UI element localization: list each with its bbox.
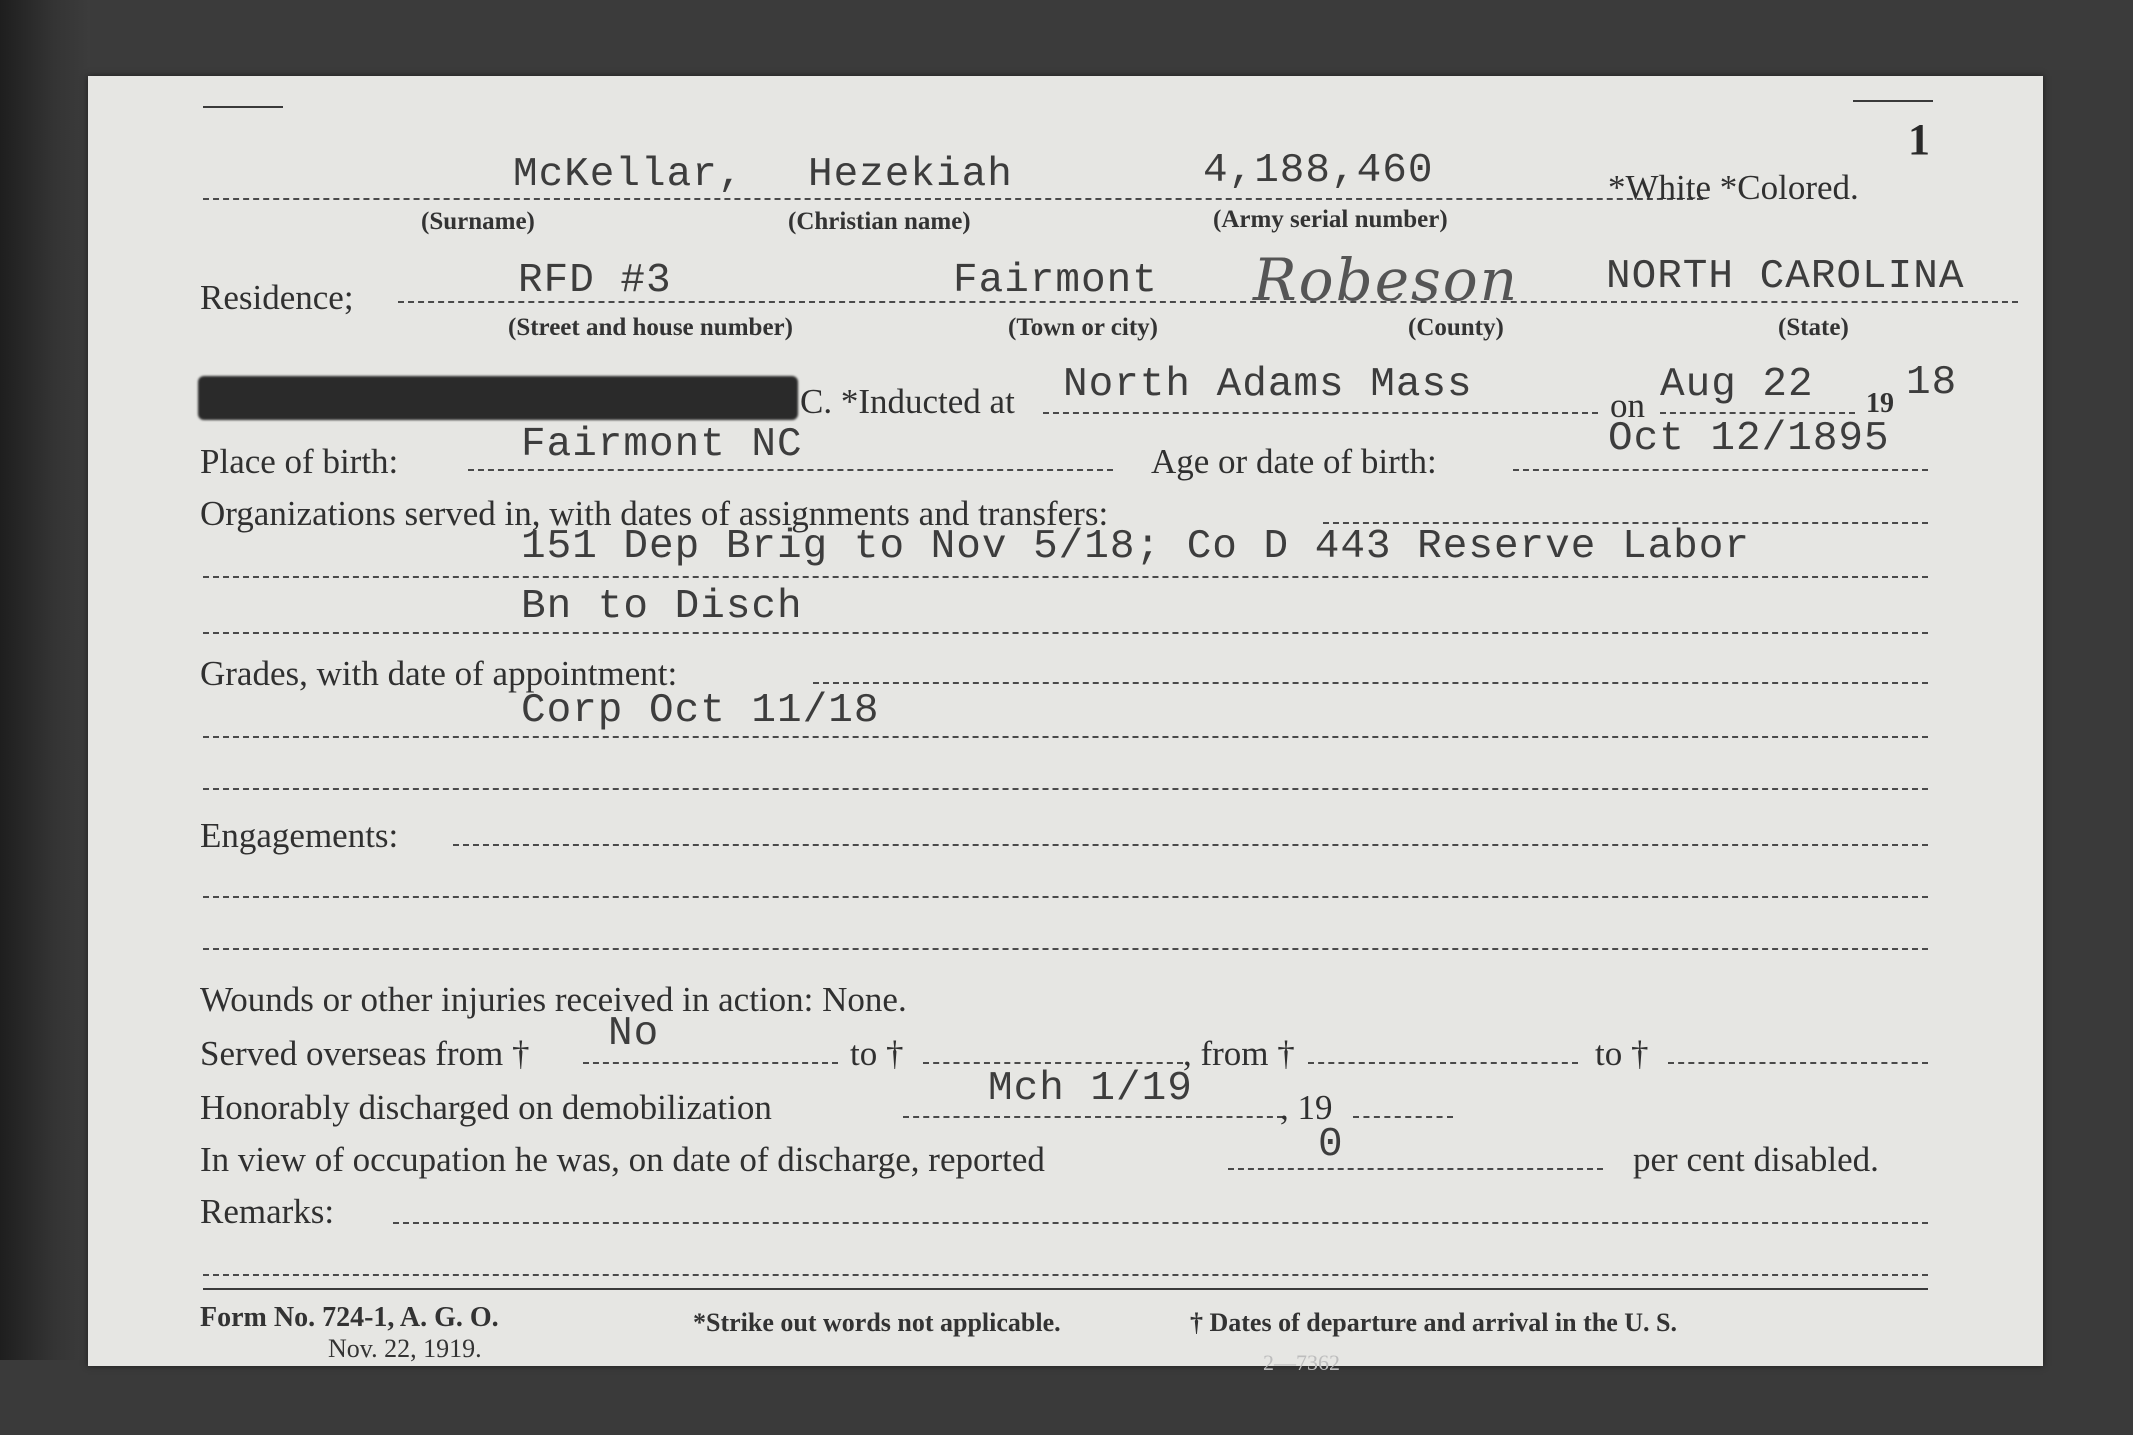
overseas-from-value: No [608, 1011, 660, 1057]
overseas-to-label: to † [850, 1034, 904, 1073]
wounds-label: Wounds or other injuries received in action: None. [200, 980, 907, 1019]
state-value: NORTH CAROLINA [1606, 254, 1965, 300]
organizations-line2: Bn to Disch [521, 584, 803, 630]
discharge-date-value: Mch 1/19 [988, 1066, 1193, 1112]
inducted-date-value: Aug 22 [1660, 362, 1814, 408]
inducted-year-value: 18 [1906, 360, 1958, 406]
organizations-rule1 [203, 576, 1928, 578]
engagements-label: Engagements: [200, 816, 399, 855]
service-record-card [88, 76, 2043, 1375]
disability-value: 0 [1318, 1122, 1344, 1168]
discharge-year-label: , 19 [1280, 1088, 1333, 1127]
grades-rule1 [203, 736, 1928, 738]
race-options: *White *Colored. [1608, 168, 1859, 207]
date-of-birth-line [1513, 469, 1928, 471]
disability-label: In view of occupation he was, on date of discharge, reported [200, 1140, 1045, 1179]
engagements-rule2 [203, 948, 1928, 950]
overseas-label: Served overseas from † [200, 1034, 530, 1073]
disability-line [1228, 1168, 1603, 1170]
inducted-on-label: on [1610, 386, 1645, 425]
strike-note: *Strike out words not applicable. [693, 1308, 1061, 1337]
place-of-birth-label: Place of birth: [200, 442, 399, 481]
engagements-label-line [453, 844, 1928, 846]
grades-label-line [813, 682, 1928, 684]
discharge-date-line [903, 1116, 1283, 1118]
remarks-rule1 [203, 1274, 1928, 1276]
disability-suffix: per cent disabled. [1633, 1140, 1879, 1179]
town-value: Fairmont [953, 258, 1158, 304]
town-caption: (Town or city) [1008, 314, 1158, 341]
street-caption: (Street and house number) [508, 314, 793, 341]
place-of-birth-value: Fairmont NC [521, 422, 803, 468]
overseas-to2-line [1668, 1062, 1928, 1064]
scan-background-bottom [0, 1360, 2133, 1435]
christian-name-value: Hezekiah [808, 152, 1013, 198]
overseas-from2-line [1308, 1062, 1578, 1064]
state-caption: (State) [1778, 314, 1849, 341]
overseas-to-line [923, 1062, 1183, 1064]
scan-background-top [0, 0, 2133, 70]
card-number: 1 [1908, 115, 1930, 164]
inducted-at-value: North Adams Mass [1063, 362, 1473, 408]
discharge-year-line [1353, 1116, 1453, 1118]
dates-note: † Dates of departure and arrival in the U. S. [1190, 1308, 1678, 1337]
name-line [203, 198, 1703, 200]
christian-name-caption: (Christian name) [788, 208, 971, 235]
grades-label: Grades, with date of appointment: [200, 654, 678, 693]
discharge-label: Honorably discharged on demobilization [200, 1088, 772, 1127]
residence-label: Residence; [200, 278, 354, 317]
inducted-date-line [1660, 412, 1855, 414]
organizations-label: Organizations served in, with dates of assignments and transfers: [200, 494, 1109, 533]
serial-number-value: 4,188,460 [1203, 148, 1434, 194]
grades-rule2 [203, 788, 1928, 790]
top-left-rule [203, 106, 283, 108]
inducted-year-prefix: 19 [1866, 388, 1894, 419]
organizations-line1: 151 Dep Brig to Nov 5/18; Co D 443 Reserve Labor [521, 524, 1750, 570]
overseas-from-line [583, 1062, 838, 1064]
print-code: 2—7362 [1263, 1350, 1340, 1375]
top-right-rule [1853, 100, 1933, 102]
bottom-rule [203, 1288, 1928, 1290]
surname-value: McKellar, [513, 152, 744, 198]
engagements-rule1 [203, 896, 1928, 898]
overseas-to2-label: to † [1595, 1034, 1649, 1073]
inducted-at-line [1043, 412, 1598, 414]
form-number: Form No. 724-1, A. G. O. [200, 1302, 499, 1333]
organizations-rule2 [203, 632, 1928, 634]
county-caption: (County) [1408, 314, 1504, 341]
inducted-at-label: C. *Inducted at [800, 382, 1015, 421]
overseas-from2-label: , from † [1183, 1034, 1295, 1073]
remarks-label-line [393, 1222, 1928, 1224]
redaction-bar [198, 376, 798, 420]
surname-caption: (Surname) [421, 208, 535, 235]
county-handwritten: Robeson [1253, 246, 1520, 314]
street-value: RFD #3 [518, 258, 672, 304]
remarks-label: Remarks: [200, 1192, 335, 1231]
residence-line [398, 301, 2018, 303]
date-of-birth-value: Oct 12/1895 [1608, 416, 1890, 462]
serial-number-caption: (Army serial number) [1213, 206, 1448, 233]
place-of-birth-line [468, 469, 1113, 471]
date-of-birth-label: Age or date of birth: [1151, 442, 1437, 481]
form-date: Nov. 22, 1919. [328, 1334, 482, 1363]
scan-background-left [0, 0, 90, 1435]
grades-line1: Corp Oct 11/18 [521, 688, 880, 734]
